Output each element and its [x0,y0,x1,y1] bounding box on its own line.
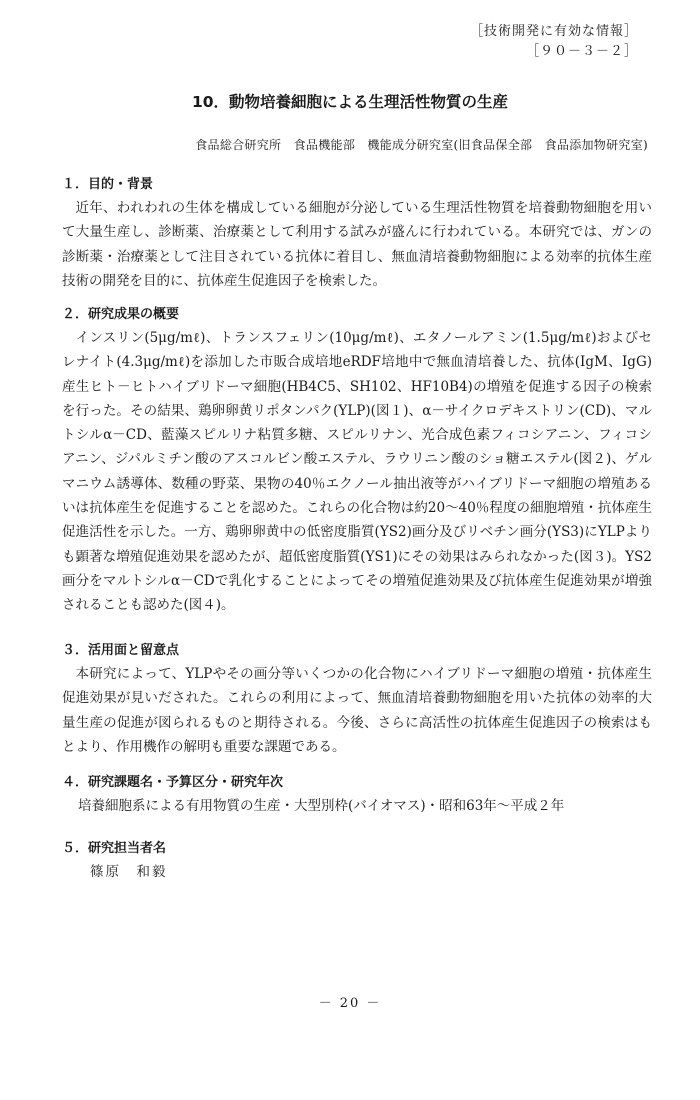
section-results [62,304,652,618]
section-project [62,772,652,818]
section-heading: ２．研究成果の概要 [62,307,180,322]
section-body: 培養細胞系による有用物質の生産・大型別枠(バイオマス)・昭和63年～平成２年 [78,798,565,814]
section-body: 近年、われわれの生体を構成している細胞が分泌している生理活性物質を培養動物細胞を用いて大量生産し、診断薬、治療薬として利用する試みが盛んに行われている。本研究では、ガンの診断薬・治療薬として注目されている抗体に着目し、無血清培養動物細胞による効率的抗体生産技術の開発を目的に、抗体産生促進因子を検索した。 [62,200,652,289]
section-purpose [62,174,652,293]
section-heading: ３．活用面と留意点 [62,643,180,658]
page-number: － 20 － [318,996,382,1011]
section-heading: １．目的・背景 [62,177,154,192]
page-title: 10．動物培養細胞による生理活性物質の生産 [191,93,509,111]
info-category-label: ［技術開発に有効な情報］ [469,24,638,39]
section-application [62,640,652,759]
section-heading: ４．研究課題名・予算区分・研究年次 [62,775,284,790]
section-heading: ５．研究担当者名 [62,841,167,856]
info-category-tag [470,22,638,62]
section-body: インスリン(5μg/mℓ)、トランスフェリン(10μg/mℓ)、エタノールアミン(1.5μg/mℓ)およびセレナイト(4.3μg/mℓ)を添加した市販合成培地eRDF培地中で無血清培養した、抗体(IgM、IgG)産生ヒト－ヒトハイブリドーマ細胞(HB4C5、SH102、HF10B4)の増殖を促進する因子の検索を行った。その結果、鶏卵卵黄リポタンパク(YLP)(図１)、α－サイクロデキストリン(CD)、マルトシルα－CD、藍藻スピルリナ粘質多糖、スピルリナン、光合成色素フィコシアニン、フィコシアニン、ジパルミチン酸のアスコルビン酸エステル、ラウリニン酸のショ糖エステル(図２)、ゲルマニウム誘導体、数種の野菜、果物の40％エクノール抽出液等がハイブリドーマ細胞の増殖あるいは抗体産生を促進することを認めた。これらの化合物は約20～40％程度の細胞増殖・抗体産生促進活性を示した。一方、鶏卵卵黄中の低密度脂質(YS2)画分及びリベチン画分(YS3)にYLPよりも顕著な増殖促進効果を認めたが、超低密度脂質(YS1)にその効果はみられなかった(図３)。YS2画分をマルトシルα－CDで乳化することによってその増殖促進効果及び抗体産生促進効果が増強されることも認めた(図４)。 [62,330,652,614]
researcher-name: 篠原 和毅 [90,864,168,880]
section-body: 本研究によって、YLPやその画分等いくつかの化合物にハイブリドーマ細胞の増殖・抗体産生促進効果が見いだされた。これらの利用によって、無血清培養動物細胞を用いた抗体の効率的大量生産の促進が図られるものと期待される。今後、さらに高活性の抗体産生促進因子の検索はもとより、作用機作の解明も重要な課題である。 [62,666,652,755]
affiliation: 食品総合研究所 食品機能部 機能成分研究室(旧食品保全部 食品添加物研究室) [195,138,648,152]
info-category-number: ［９０－３－２］ [525,44,638,59]
section-researcher [62,838,652,884]
